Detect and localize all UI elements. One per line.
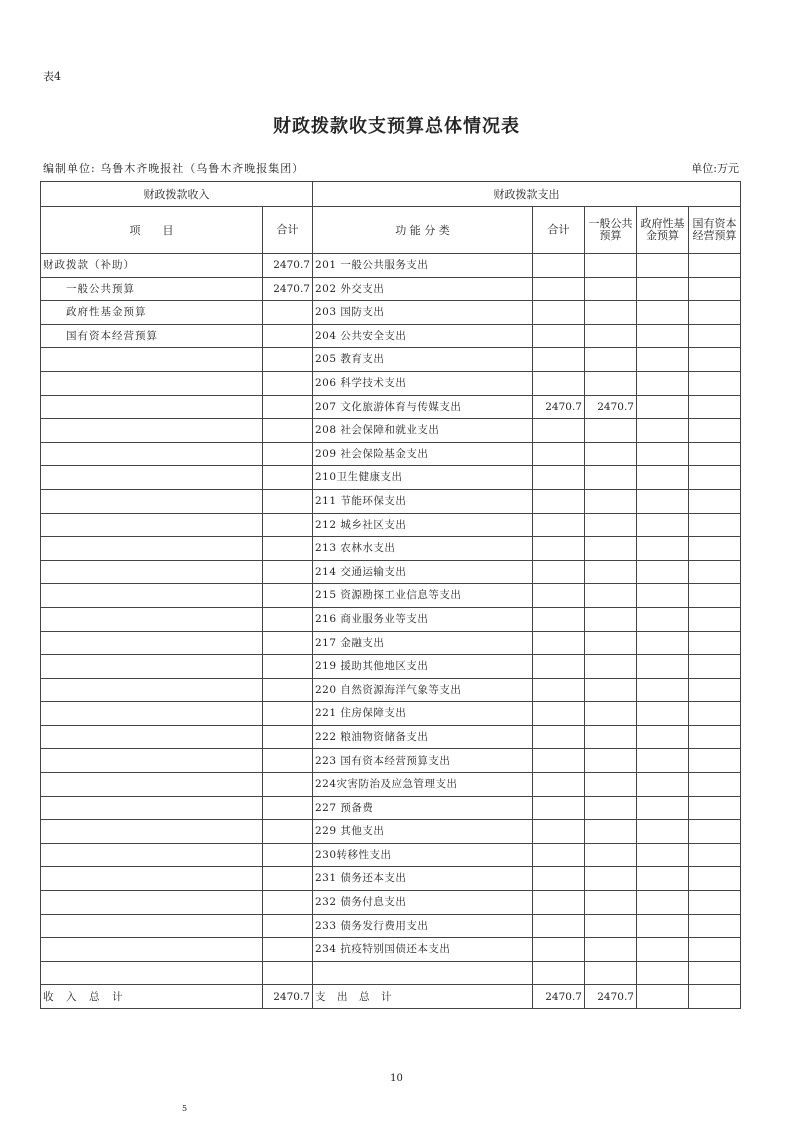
general-budget-cell [585,631,637,655]
function-category-cell: 203 国防支出 [313,301,533,325]
income-total-cell [263,678,313,702]
income-total-cell [263,843,313,867]
total-row [41,985,741,1009]
gov-fund-cell [637,914,689,938]
gov-fund-cell [637,254,689,278]
table-row [41,371,741,395]
gov-fund-cell [637,537,689,561]
general-budget-cell [585,301,637,325]
table-row [41,419,741,443]
general-budget-cell [585,820,637,844]
state-capital-cell [689,655,741,679]
table-row [41,301,741,325]
gov-fund-cell [637,961,689,985]
income-item-cell [41,584,263,608]
income-item-cell [41,371,263,395]
expense-total-cell [533,843,585,867]
state-capital-cell [689,371,741,395]
table-row [41,843,741,867]
table-row [41,961,741,985]
gov-fund-cell [637,891,689,915]
gov-fund-cell [637,584,689,608]
income-total-cell [263,938,313,962]
function-category-cell: 221 住房保障支出 [313,702,533,726]
income-grand-total-value: 2470.7 [263,985,313,1009]
income-item-cell [41,796,263,820]
general-budget-cell [585,371,637,395]
general-budget-cell [585,678,637,702]
expense-total-cell [533,725,585,749]
header-item: 项 目 [41,207,263,254]
currency-unit: 单位:万元 [691,162,739,175]
income-total-cell [263,702,313,726]
function-category-cell [313,961,533,985]
expense-total-cell [533,348,585,372]
expense-total-cell [533,773,585,797]
general-budget-cell [585,419,637,443]
income-item-cell [41,607,263,631]
income-section-header: 财政拨款收入 [41,182,313,207]
document-title: 财政拨款收支预算总体情况表 [273,116,520,137]
income-total-cell [263,914,313,938]
general-budget-cell [585,348,637,372]
gov-fund-cell [637,560,689,584]
function-category-cell: 210卫生健康支出 [313,466,533,490]
state-capital-cell [689,678,741,702]
state-capital-cell [689,725,741,749]
income-item-cell [41,442,263,466]
income-total-cell [263,513,313,537]
function-category-cell: 223 国有资本经营预算支出 [313,749,533,773]
table-row [41,348,741,372]
income-item-cell [41,891,263,915]
function-category-cell: 231 债务还本支出 [313,867,533,891]
income-total-cell [263,395,313,419]
state-capital-cell [689,489,741,513]
expense-total-cell [533,537,585,561]
gov-fund-cell [637,678,689,702]
general-budget-cell [585,513,637,537]
state-capital-cell [689,442,741,466]
income-item-cell [41,489,263,513]
income-item-cell [41,513,263,537]
income-item-cell [41,938,263,962]
expense-grand-total-label: 支 出 总 计 [313,985,533,1009]
footer-mark: 5 [182,1104,188,1113]
table-row [41,560,741,584]
income-item-cell: 政府性基金预算 [41,301,263,325]
expense-total-cell [533,419,585,443]
function-category-cell: 204 公共安全支出 [313,324,533,348]
general-budget-cell [585,537,637,561]
income-total-cell [263,348,313,372]
expense-total-cell [533,324,585,348]
income-total-cell [263,560,313,584]
income-total-cell [263,537,313,561]
gov-fund-cell [637,938,689,962]
income-total-cell [263,371,313,395]
table-row [41,749,741,773]
expense-total-cell [533,371,585,395]
general-budget-cell [585,773,637,797]
expense-total-cell [533,513,585,537]
table-row [41,702,741,726]
general-budget-cell [585,891,637,915]
budget-table [40,181,741,1009]
gov-fund-cell [637,419,689,443]
state-capital-cell [689,277,741,301]
state-capital-cell [689,773,741,797]
general-budget-cell [585,867,637,891]
function-category-cell: 220 自然资源海洋气象等支出 [313,678,533,702]
state-capital-cell [689,560,741,584]
state-capital-cell [689,584,741,608]
income-total-cell [263,466,313,490]
header-income-total: 合计 [263,207,313,254]
expense-total-cell [533,749,585,773]
state-capital-cell [689,395,741,419]
function-category-cell: 213 农林水支出 [313,537,533,561]
gov-fund-cell [637,773,689,797]
income-item-cell [41,843,263,867]
expense-total-cell [533,891,585,915]
gov-fund-cell [637,867,689,891]
general-budget-cell [585,254,637,278]
gov-fund-cell [637,466,689,490]
income-total-cell [263,419,313,443]
expense-total-cell [533,560,585,584]
table-row [41,489,741,513]
income-item-cell [41,702,263,726]
income-total-cell [263,891,313,915]
gov-fund-cell [637,796,689,820]
function-category-cell: 205 教育支出 [313,348,533,372]
state-capital-cell [689,702,741,726]
income-item-cell [41,631,263,655]
header-state-capital-budget: 国有资本经营预算 [689,207,741,254]
income-total-cell [263,961,313,985]
state-capital-cell [689,466,741,490]
income-total-cell [263,796,313,820]
gov-fund-cell [637,631,689,655]
expense-total-cell [533,867,585,891]
income-total-cell [263,584,313,608]
expense-total-cell: 2470.7 [533,395,585,419]
function-category-cell: 214 交通运输支出 [313,560,533,584]
table-row [41,324,741,348]
state-capital-cell [689,961,741,985]
state-capital-cell [689,891,741,915]
general-budget-cell [585,584,637,608]
state-capital-cell [689,513,741,537]
income-item-cell [41,961,263,985]
gov-fund-cell [637,277,689,301]
expense-total-cell [533,655,585,679]
state-capital-cell [689,419,741,443]
expense-total-cell [533,584,585,608]
income-item-cell [41,867,263,891]
general-budget-cell [585,466,637,490]
expense-total-cell [533,301,585,325]
page-number: 10 [390,1073,403,1084]
table-row [41,631,741,655]
general-budget-cell [585,324,637,348]
expense-total-cell [533,466,585,490]
column-header-row [41,207,741,254]
income-item-cell [41,820,263,844]
general-budget-cell [585,607,637,631]
table-row [41,277,741,301]
income-total-cell [263,725,313,749]
gov-fund-total-value [637,985,689,1009]
gov-fund-cell [637,702,689,726]
expense-section-header: 财政拨款支出 [313,182,741,207]
general-budget-cell [585,442,637,466]
income-total-cell [263,867,313,891]
income-total-cell [263,442,313,466]
income-total-cell [263,301,313,325]
gov-fund-cell [637,749,689,773]
table-row [41,466,741,490]
expense-total-cell [533,961,585,985]
income-item-cell [41,537,263,561]
state-capital-cell [689,914,741,938]
header-gov-fund-budget: 政府性基金预算 [637,207,689,254]
section-header-row [41,182,741,207]
income-total-cell [263,820,313,844]
expense-total-cell [533,702,585,726]
general-budget-cell [585,796,637,820]
general-budget-cell [585,843,637,867]
income-total-cell [263,324,313,348]
general-budget-cell [585,489,637,513]
income-item-cell [41,749,263,773]
table-row [41,796,741,820]
compiling-unit: 编制单位: 乌鲁木齐晚报社（乌鲁木齐晚报集团） [43,162,305,175]
expense-total-cell [533,277,585,301]
table-row [41,655,741,679]
gov-fund-cell [637,324,689,348]
state-capital-cell [689,796,741,820]
expense-total-cell [533,607,585,631]
income-total-cell: 2470.7 [263,277,313,301]
table-row [41,607,741,631]
state-capital-cell [689,324,741,348]
table-row [41,867,741,891]
function-category-cell: 234 抗疫特别国债还本支出 [313,938,533,962]
income-item-cell [41,348,263,372]
table-row [41,725,741,749]
state-capital-cell [689,348,741,372]
general-budget-cell [585,749,637,773]
function-category-cell: 216 商业服务业等支出 [313,607,533,631]
income-item-cell [41,725,263,749]
gov-fund-cell [637,395,689,419]
function-category-cell: 232 债务付息支出 [313,891,533,915]
function-category-cell: 209 社会保险基金支出 [313,442,533,466]
general-budget-cell [585,961,637,985]
expense-total-cell [533,489,585,513]
income-item-cell: 财政拨款（补助） [41,254,263,278]
function-category-cell: 233 债务发行费用支出 [313,914,533,938]
gov-fund-cell [637,513,689,537]
income-item-cell [41,560,263,584]
income-total-cell [263,655,313,679]
general-budget-cell [585,914,637,938]
table-row [41,513,741,537]
expense-total-cell [533,442,585,466]
table-row [41,537,741,561]
income-item-cell [41,466,263,490]
state-capital-cell [689,631,741,655]
table-row [41,820,741,844]
expense-total-cell [533,820,585,844]
function-category-cell: 230转移性支出 [313,843,533,867]
function-category-cell: 215 资源勘探工业信息等支出 [313,584,533,608]
income-item-cell [41,395,263,419]
gov-fund-cell [637,820,689,844]
table-row [41,442,741,466]
table-row [41,891,741,915]
income-total-cell: 2470.7 [263,254,313,278]
income-item-cell [41,773,263,797]
header-general-budget: 一般公共预算 [585,207,637,254]
table-number-label: 表4 [43,70,61,83]
expense-total-cell [533,254,585,278]
gov-fund-cell [637,607,689,631]
function-category-cell: 229 其他支出 [313,820,533,844]
income-item-cell [41,914,263,938]
gov-fund-cell [637,348,689,372]
income-grand-total-label: 收 入 总 计 [41,985,263,1009]
general-budget-cell [585,702,637,726]
general-budget-cell [585,655,637,679]
expense-total-cell [533,631,585,655]
income-total-cell [263,749,313,773]
function-category-cell: 222 粮油物资储备支出 [313,725,533,749]
expense-total-cell [533,796,585,820]
state-capital-cell [689,301,741,325]
general-budget-cell [585,725,637,749]
function-category-cell: 208 社会保障和就业支出 [313,419,533,443]
state-capital-total-value [689,985,741,1009]
general-budget-cell [585,938,637,962]
expense-grand-total-value: 2470.7 [533,985,585,1009]
income-total-cell [263,607,313,631]
general-budget-cell [585,277,637,301]
gov-fund-cell [637,442,689,466]
table-row [41,773,741,797]
state-capital-cell [689,843,741,867]
header-function: 功 能 分 类 [313,207,533,254]
income-total-cell [263,489,313,513]
state-capital-cell [689,820,741,844]
income-item-cell [41,419,263,443]
state-capital-cell [689,254,741,278]
function-category-cell: 201 一般公共服务支出 [313,254,533,278]
income-item-cell [41,678,263,702]
gov-fund-cell [637,725,689,749]
expense-total-cell [533,938,585,962]
gov-fund-cell [637,489,689,513]
gov-fund-cell [637,655,689,679]
general-budget-cell: 2470.7 [585,395,637,419]
income-total-cell [263,631,313,655]
function-category-cell: 227 预备费 [313,796,533,820]
state-capital-cell [689,537,741,561]
gov-fund-cell [637,371,689,395]
state-capital-cell [689,749,741,773]
gov-fund-cell [637,843,689,867]
table-row [41,938,741,962]
table-row [41,254,741,278]
table-row [41,914,741,938]
income-item-cell [41,655,263,679]
header-expense-total: 合计 [533,207,585,254]
gov-fund-cell [637,301,689,325]
function-category-cell: 217 金融支出 [313,631,533,655]
state-capital-cell [689,867,741,891]
income-total-cell [263,773,313,797]
income-item-cell: 国有资本经营预算 [41,324,263,348]
function-category-cell: 211 节能环保支出 [313,489,533,513]
function-category-cell: 219 援助其他地区支出 [313,655,533,679]
general-budget-cell [585,560,637,584]
function-category-cell: 206 科学技术支出 [313,371,533,395]
function-category-cell: 224灾害防治及应急管理支出 [313,773,533,797]
table-row [41,395,741,419]
state-capital-cell [689,607,741,631]
function-category-cell: 207 文化旅游体育与传媒支出 [313,395,533,419]
expense-total-cell [533,914,585,938]
state-capital-cell [689,938,741,962]
expense-total-cell [533,678,585,702]
function-category-cell: 212 城乡社区支出 [313,513,533,537]
general-budget-total-value: 2470.7 [585,985,637,1009]
table-row [41,584,741,608]
table-row [41,678,741,702]
income-item-cell: 一般公共预算 [41,277,263,301]
function-category-cell: 202 外交支出 [313,277,533,301]
